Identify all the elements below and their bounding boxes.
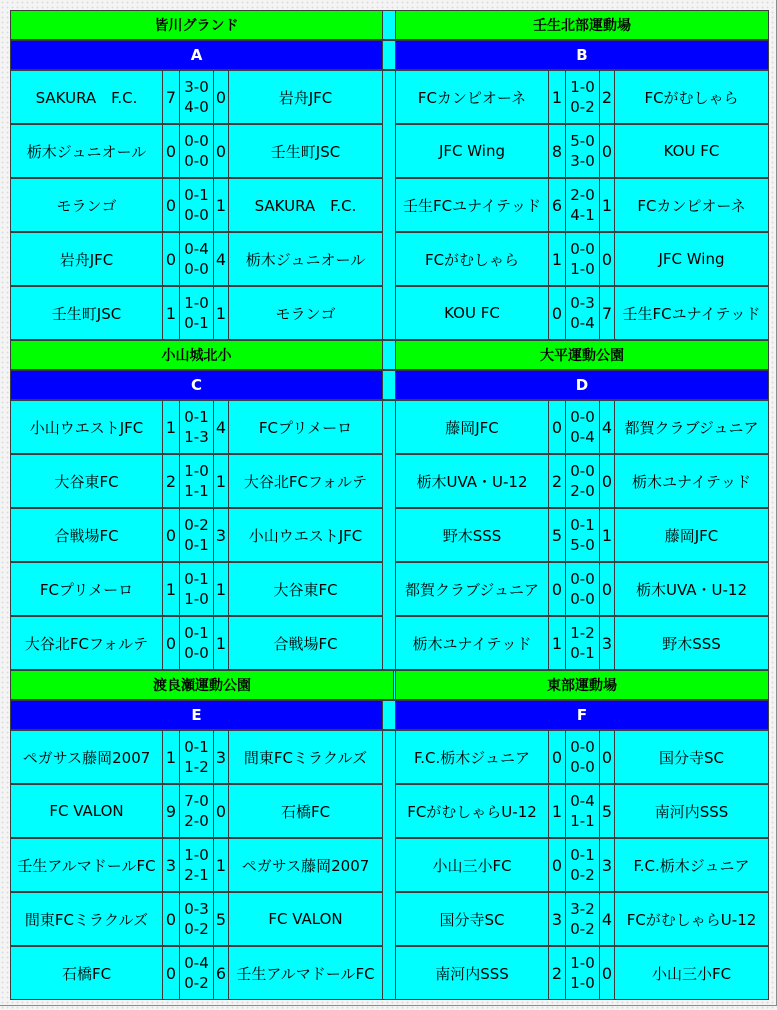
home-team: SAKURA F.C. (10, 70, 163, 124)
venue-name: 壬生北部運動場 (395, 10, 769, 40)
column-divider (382, 400, 396, 670)
home-team: 壬生町JSC (10, 286, 163, 340)
half-scores (179, 784, 214, 838)
half-scores (565, 400, 600, 454)
first-half-score: 1-0 (184, 462, 209, 480)
second-half-score: 4-1 (570, 206, 595, 224)
half-scores (179, 562, 214, 616)
home-score: 2 (548, 946, 566, 1000)
away-score: 1 (213, 454, 229, 508)
group-header: B (395, 40, 769, 70)
first-half-score: 0-3 (184, 900, 209, 918)
away-score: 4 (213, 232, 229, 286)
away-team: FCがむしゃら (614, 70, 769, 124)
away-team: 小山三小FC (614, 946, 769, 1000)
home-team: 間東FCミラクルズ (10, 892, 163, 946)
second-half-score: 0-1 (184, 536, 209, 554)
home-team: 小山三小FC (395, 838, 549, 892)
away-team: 大谷北FCフォルテ (228, 454, 383, 508)
venue-name: 東部運動場 (395, 670, 769, 700)
second-half-score: 0-0 (184, 152, 209, 170)
second-half-score: 0-2 (570, 920, 595, 938)
away-score: 1 (213, 562, 229, 616)
second-half-score: 1-2 (184, 758, 209, 776)
away-team: 大谷東FC (228, 562, 383, 616)
away-score: 5 (599, 784, 615, 838)
half-scores (179, 70, 214, 124)
home-team: 合戦場FC (10, 508, 163, 562)
group-header: A (10, 40, 383, 70)
home-team: 大谷北FCフォルテ (10, 616, 163, 670)
home-team: FCカンピオーネ (395, 70, 549, 124)
second-half-score: 1-0 (570, 260, 595, 278)
home-team: 栃木UVA・U-12 (395, 454, 549, 508)
group-header: F (395, 700, 769, 730)
second-half-score: 1-0 (184, 590, 209, 608)
first-half-score: 2-0 (570, 186, 595, 204)
away-team: FC VALON (228, 892, 383, 946)
first-half-score: 0-1 (184, 570, 209, 588)
away-team: FCがむしゃらU-12 (614, 892, 769, 946)
home-team: 藤岡JFC (395, 400, 549, 454)
home-score: 1 (548, 232, 566, 286)
first-half-score: 0-3 (570, 294, 595, 312)
venue-name: 大平運動公園 (395, 340, 769, 370)
group-header: D (395, 370, 769, 400)
half-scores (179, 508, 214, 562)
home-score: 0 (548, 838, 566, 892)
home-team: 南河内SSS (395, 946, 549, 1000)
away-score: 0 (599, 730, 615, 784)
home-score: 1 (548, 784, 566, 838)
second-half-score: 0-2 (570, 98, 595, 116)
half-scores (179, 892, 214, 946)
home-team: 石橋FC (10, 946, 163, 1000)
away-team: 栃木UVA・U-12 (614, 562, 769, 616)
second-half-score: 0-4 (570, 428, 595, 446)
first-half-score: 0-1 (184, 738, 209, 756)
away-score: 4 (599, 400, 615, 454)
first-half-score: 0-1 (570, 516, 595, 534)
away-score: 4 (213, 400, 229, 454)
away-team: SAKURA F.C. (228, 178, 383, 232)
away-team: 壬生町JSC (228, 124, 383, 178)
half-scores (179, 178, 214, 232)
away-team: FCプリメーロ (228, 400, 383, 454)
first-half-score: 0-0 (570, 462, 595, 480)
away-team: JFC Wing (614, 232, 769, 286)
second-half-score: 5-0 (570, 536, 595, 554)
half-scores (565, 454, 600, 508)
away-score: 2 (599, 70, 615, 124)
half-scores (565, 70, 600, 124)
first-half-score: 7-0 (184, 792, 209, 810)
away-team: FCカンピオーネ (614, 178, 769, 232)
second-half-score: 1-3 (184, 428, 209, 446)
away-score: 0 (213, 70, 229, 124)
home-score: 3 (162, 838, 180, 892)
half-scores (565, 730, 600, 784)
first-half-score: 0-1 (570, 846, 595, 864)
away-team: 壬生FCユナイテッド (614, 286, 769, 340)
away-score: 3 (213, 508, 229, 562)
home-team: 小山ウエストJFC (10, 400, 163, 454)
away-score: 0 (599, 946, 615, 1000)
home-score: 1 (162, 562, 180, 616)
home-team: KOU FC (395, 286, 549, 340)
second-half-score: 2-0 (570, 482, 595, 500)
second-half-score: 0-2 (184, 974, 209, 992)
home-score: 2 (548, 454, 566, 508)
second-half-score: 0-0 (184, 260, 209, 278)
first-half-score: 0-0 (570, 570, 595, 588)
second-half-score: 0-2 (570, 866, 595, 884)
second-half-score: 1-1 (184, 482, 209, 500)
away-team: 都賀クラブジュニア (614, 400, 769, 454)
home-score: 3 (548, 892, 566, 946)
first-half-score: 0-0 (570, 240, 595, 258)
away-team: KOU FC (614, 124, 769, 178)
half-scores (565, 286, 600, 340)
away-score: 0 (599, 454, 615, 508)
away-team: 国分寺SC (614, 730, 769, 784)
home-score: 0 (162, 232, 180, 286)
first-half-score: 3-0 (184, 78, 209, 96)
first-half-score: 1-2 (570, 624, 595, 642)
second-half-score: 0-4 (570, 314, 595, 332)
away-score: 0 (599, 562, 615, 616)
half-scores (565, 838, 600, 892)
second-half-score: 0-0 (184, 206, 209, 224)
half-scores (179, 232, 214, 286)
home-team: 栃木ジュニオール (10, 124, 163, 178)
first-half-score: 0-0 (184, 132, 209, 150)
half-scores (565, 178, 600, 232)
home-score: 0 (548, 400, 566, 454)
away-score: 0 (599, 124, 615, 178)
home-team: FCがむしゃら (395, 232, 549, 286)
home-team: ペガサス藤岡2007 (10, 730, 163, 784)
second-half-score: 0-1 (184, 314, 209, 332)
half-scores (565, 232, 600, 286)
away-score: 6 (213, 946, 229, 1000)
home-score: 0 (548, 286, 566, 340)
half-scores (565, 124, 600, 178)
home-score: 8 (548, 124, 566, 178)
column-divider (382, 340, 396, 370)
second-half-score: 0-0 (570, 758, 595, 776)
home-score: 0 (162, 178, 180, 232)
home-team: 壬生アルマドールFC (10, 838, 163, 892)
away-team: 岩舟JFC (228, 70, 383, 124)
away-team: F.C.栃木ジュニア (614, 838, 769, 892)
first-half-score: 1-0 (184, 846, 209, 864)
away-score: 7 (599, 286, 615, 340)
half-scores (565, 616, 600, 670)
column-divider (382, 700, 396, 730)
away-team: 藤岡JFC (614, 508, 769, 562)
first-half-score: 5-0 (570, 132, 595, 150)
away-score: 0 (599, 232, 615, 286)
away-score: 3 (599, 838, 615, 892)
half-scores (565, 784, 600, 838)
home-score: 2 (162, 454, 180, 508)
away-score: 1 (213, 838, 229, 892)
home-score: 0 (162, 946, 180, 1000)
second-half-score: 0-1 (570, 644, 595, 662)
half-scores (179, 730, 214, 784)
half-scores (179, 124, 214, 178)
second-half-score: 0-0 (570, 590, 595, 608)
half-scores (179, 400, 214, 454)
home-team: 壬生FCユナイテッド (395, 178, 549, 232)
half-scores (565, 892, 600, 946)
second-half-score: 4-0 (184, 98, 209, 116)
home-score: 9 (162, 784, 180, 838)
away-team: 栃木ユナイテッド (614, 454, 769, 508)
away-score: 1 (213, 286, 229, 340)
second-half-score: 1-0 (570, 974, 595, 992)
away-score: 1 (213, 178, 229, 232)
home-score: 1 (162, 400, 180, 454)
first-half-score: 1-0 (570, 78, 595, 96)
group-header: C (10, 370, 383, 400)
home-score: 1 (548, 70, 566, 124)
away-score: 3 (599, 616, 615, 670)
away-team: 間東FCミラクルズ (228, 730, 383, 784)
second-half-score: 3-0 (570, 152, 595, 170)
away-team: 壬生アルマドールFC (228, 946, 383, 1000)
away-score: 0 (213, 784, 229, 838)
home-score: 0 (548, 562, 566, 616)
home-score: 1 (162, 730, 180, 784)
away-team: ペガサス藤岡2007 (228, 838, 383, 892)
first-half-score: 1-0 (184, 294, 209, 312)
second-half-score: 0-2 (184, 920, 209, 938)
half-scores (179, 286, 214, 340)
home-team: 栃木ユナイテッド (395, 616, 549, 670)
home-team: FCプリメーロ (10, 562, 163, 616)
half-scores (565, 508, 600, 562)
away-score: 1 (213, 616, 229, 670)
home-team: 野木SSS (395, 508, 549, 562)
second-half-score: 2-0 (184, 812, 209, 830)
home-score: 1 (162, 286, 180, 340)
column-divider (382, 40, 396, 70)
first-half-score: 0-4 (184, 240, 209, 258)
half-scores (179, 454, 214, 508)
away-team: 合戦場FC (228, 616, 383, 670)
away-score: 4 (599, 892, 615, 946)
away-score: 1 (599, 508, 615, 562)
second-half-score: 2-1 (184, 866, 209, 884)
first-half-score: 0-1 (184, 186, 209, 204)
away-team: 南河内SSS (614, 784, 769, 838)
first-half-score: 0-1 (184, 408, 209, 426)
away-score: 3 (213, 730, 229, 784)
home-score: 7 (162, 70, 180, 124)
second-half-score: 0-0 (184, 644, 209, 662)
home-score: 0 (162, 508, 180, 562)
home-team: FC VALON (10, 784, 163, 838)
first-half-score: 3-2 (570, 900, 595, 918)
home-team: 大谷東FC (10, 454, 163, 508)
column-divider (382, 730, 396, 1000)
home-team: 都賀クラブジュニア (395, 562, 549, 616)
column-divider (382, 10, 396, 40)
venue-name: 渡良瀬運動公園 (10, 670, 394, 700)
half-scores (179, 616, 214, 670)
venue-name: 皆川グランド (10, 10, 383, 40)
group-header: E (10, 700, 383, 730)
away-team: モランゴ (228, 286, 383, 340)
home-score: 0 (162, 616, 180, 670)
home-team: 岩舟JFC (10, 232, 163, 286)
first-half-score: 0-0 (570, 738, 595, 756)
half-scores (179, 838, 214, 892)
home-score: 5 (548, 508, 566, 562)
away-team: 石橋FC (228, 784, 383, 838)
home-score: 0 (162, 124, 180, 178)
home-team: JFC Wing (395, 124, 549, 178)
first-half-score: 1-0 (570, 954, 595, 972)
home-team: モランゴ (10, 178, 163, 232)
away-score: 0 (213, 124, 229, 178)
half-scores (179, 946, 214, 1000)
second-half-score: 1-1 (570, 812, 595, 830)
column-divider (382, 370, 396, 400)
away-score: 5 (213, 892, 229, 946)
first-half-score: 0-2 (184, 516, 209, 534)
home-team: F.C.栃木ジュニア (395, 730, 549, 784)
home-score: 0 (162, 892, 180, 946)
half-scores (565, 946, 600, 1000)
first-half-score: 0-1 (184, 624, 209, 642)
home-score: 0 (548, 730, 566, 784)
away-team: 野木SSS (614, 616, 769, 670)
away-team: 栃木ジュニオール (228, 232, 383, 286)
home-team: 国分寺SC (395, 892, 549, 946)
first-half-score: 0-4 (184, 954, 209, 972)
column-divider (382, 70, 396, 340)
home-team: FCがむしゃらU-12 (395, 784, 549, 838)
first-half-score: 0-4 (570, 792, 595, 810)
away-score: 1 (599, 178, 615, 232)
venue-name: 小山城北小 (10, 340, 383, 370)
home-score: 1 (548, 616, 566, 670)
away-team: 小山ウエストJFC (228, 508, 383, 562)
first-half-score: 0-0 (570, 408, 595, 426)
home-score: 6 (548, 178, 566, 232)
half-scores (565, 562, 600, 616)
